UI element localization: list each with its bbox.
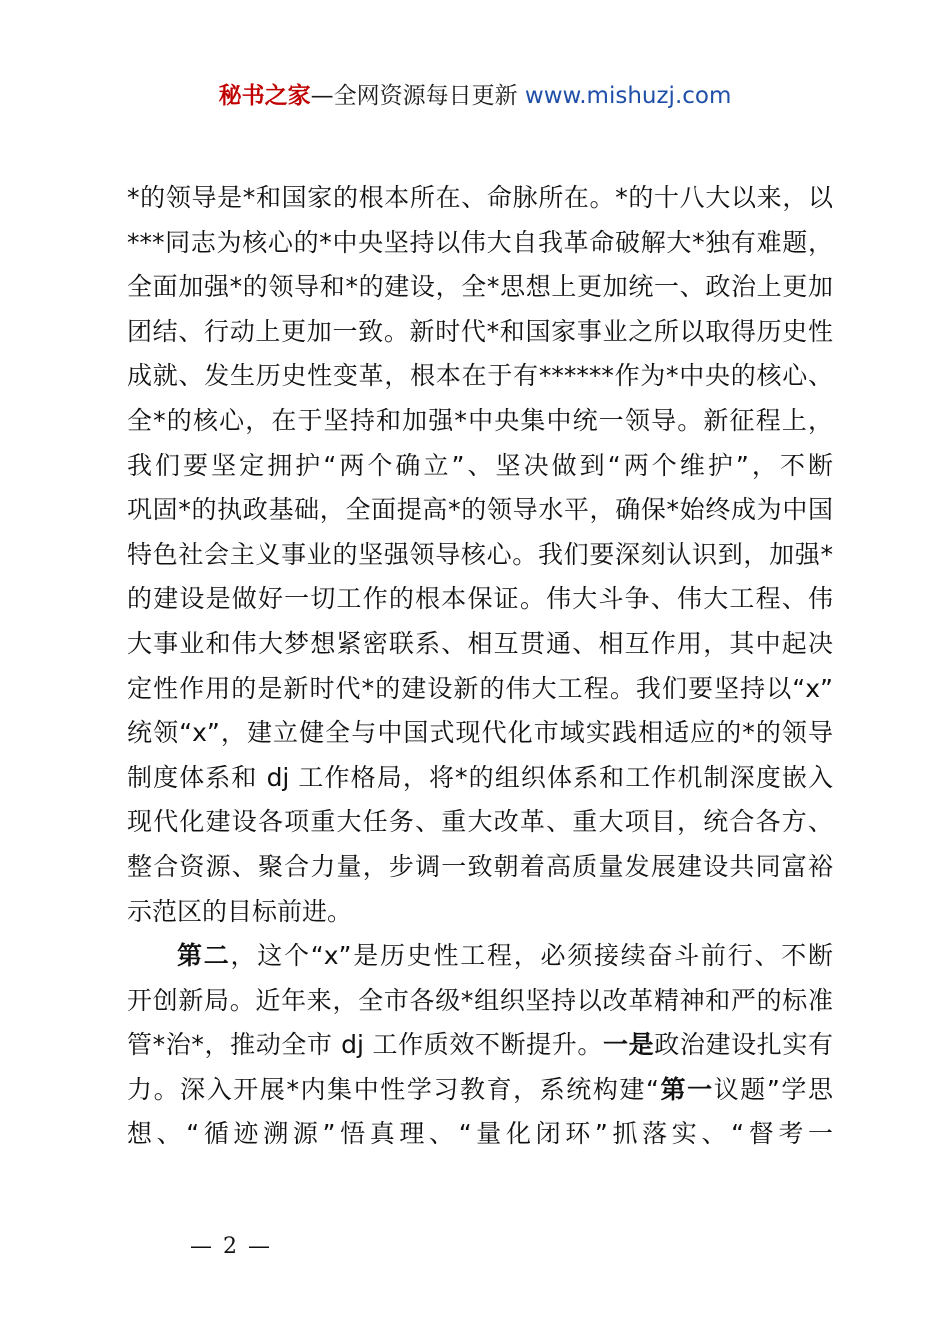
text-line: 现代化建设各项重大任务、重大改革、重大项目，统合各方、	[127, 807, 833, 837]
text-line: 整合资源、聚合力量，步调一致朝着高质量发展建设共同富裕	[127, 851, 833, 881]
text-segment: 议题”学思	[713, 1074, 833, 1104]
site-slogan: —全网资源每日更新	[310, 83, 518, 109]
bold-heading: 第一	[658, 1074, 714, 1104]
text-line: *的领导是*和国家的根本所在、命脉所在。*的十八大以来，以	[127, 183, 833, 212]
bold-heading: 一是	[603, 1030, 655, 1060]
text-line: 制度体系和 dj 工作格局，将*的组织体系和工作机制深度嵌入	[127, 762, 833, 792]
text-line: 统领“x”，建立健全与中国式现代化市域实践相适应的*的领导	[127, 718, 833, 748]
text-line: 的建设是做好一切工作的根本保证。伟大斗争、伟大工程、伟	[127, 584, 833, 614]
text-line: ***同志为核心的*中央坚持以伟大自我革命破解大*独有难题，	[127, 227, 833, 257]
bold-heading: 第二	[177, 941, 231, 971]
text-segment: 管*治*，推动全市 dj 工作质效不断提升。	[127, 1030, 604, 1060]
site-url-link[interactable]: www.mishuzj.com	[524, 83, 732, 109]
text-line: 全面加强*的领导和*的建设，全*思想上更加统一、政治上更加	[127, 272, 833, 302]
text-line: 成就、发生历史性变革，根本在于有******作为*中央的核心、	[127, 361, 833, 391]
site-header	[0, 80, 950, 112]
text-line: 想、“循迹溯源”悟真理、“量化闭环”抓落实、“督考一	[127, 1119, 833, 1149]
page-number: — 2 —	[190, 1234, 272, 1259]
text-line: 团结、行动上更加一致。新时代*和国家事业之所以取得历史性	[127, 316, 833, 346]
text-line	[127, 1068, 833, 1113]
document-body	[127, 176, 833, 1157]
text-line: 定性作用的是新时代*的建设新的伟大工程。我们要坚持以“x”	[127, 673, 833, 703]
text-line: 特色社会主义事业的坚强领导核心。我们要深刻认识到，加强*	[127, 539, 833, 569]
text-line: 示范区的目标前进。	[127, 896, 353, 926]
text-line: 全*的核心，在于坚持和加强*中央集中统一领导。新征程上，	[127, 405, 833, 435]
text-line: 我们要坚定拥护“两个确立”、坚决做到“两个维护”，不断	[127, 450, 833, 480]
text-line	[127, 934, 833, 979]
text-line: 开创新局。近年来，全市各级*组织坚持以改革精神和严的标准	[127, 985, 833, 1015]
text-segment: ，这个“x”是历史性工程，必须接续奋斗前行、不断	[230, 941, 833, 971]
text-segment: 力。深入开展*内集中性学习教育，系统构建“	[127, 1074, 659, 1104]
text-line: 大事业和伟大梦想紧密联系、相互贯通、相互作用，其中起决	[127, 628, 833, 658]
site-brand: 秘书之家	[218, 83, 311, 109]
text-line	[127, 1023, 833, 1068]
text-segment: 政治建设扎实有	[654, 1030, 833, 1060]
text-line: 巩固*的执政基础，全面提高*的领导水平，确保*始终成为中国	[127, 495, 833, 525]
